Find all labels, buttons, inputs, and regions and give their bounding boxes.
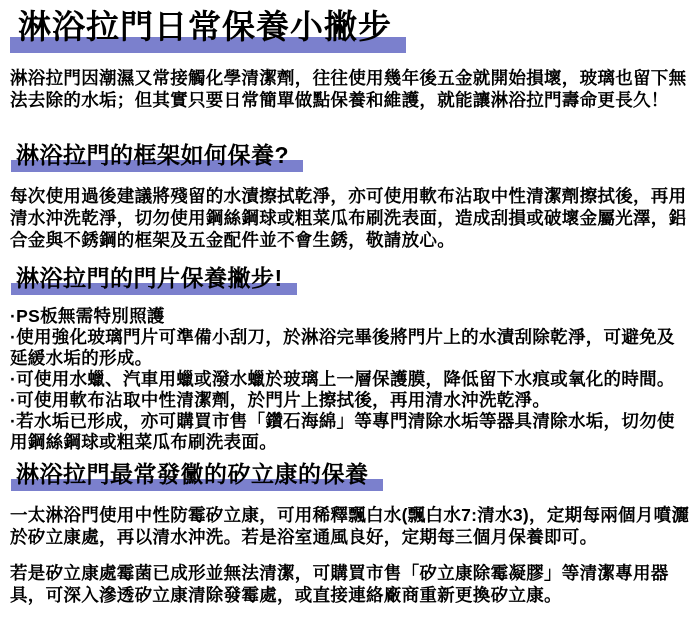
heading-panel-care-wrap (16, 264, 283, 292)
bullet-item (10, 306, 692, 327)
bullet-marker: · (10, 411, 17, 432)
heading-frame-care-text: 淋浴拉門的框架如何保養? (16, 142, 290, 169)
intro-paragraph: 淋浴拉門因潮濕又常接觸化學清潔劑，往往使用幾年後五金就開始損壞，玻璃也留下無法去除的水垢；但其實只要日常簡單做點保養和維護，就能讓淋浴拉門壽命更長久！ (10, 68, 687, 111)
heading-silicone-care-text: 淋浴拉門最常發黴的矽立康的保養 (16, 461, 369, 488)
heading-panel-care-text: 淋浴拉門的門片保養撇步! (16, 265, 283, 292)
bullet-item (10, 369, 692, 390)
silicone-care-paragraph-1: 一太淋浴門使用中性防霉矽立康，可用稀釋飄白水(飄白水7:清水3)，定期每兩個月噴灑於矽立康處，再以清水沖洗。若是浴室通風良好，定期每三個月保養即可。 (10, 505, 690, 548)
bullet-text: 使用強化玻璃門片可準備小刮刀，於淋浴完畢後將門片上的水漬刮除乾淨，可避免及延緩水垢的形成。 (10, 327, 675, 369)
bullet-text: 可使用軟布沾取中性清潔劑，於門片上擦拭後，再用清水沖洗乾淨。 (16, 390, 551, 411)
heading-panel-care (16, 264, 692, 292)
bullet-item (10, 327, 692, 369)
bullet-item (10, 411, 692, 453)
heading-silicone-care-wrap (16, 460, 369, 488)
heading-frame-care-wrap (16, 141, 289, 169)
panel-care-bullet-list (10, 306, 692, 453)
frame-care-paragraph: 每次使用過後建議將殘留的水漬擦拭乾淨，亦可使用軟布沾取中性清潔劑擦拭後，再用清水沖洗乾淨，切勿使用鋼絲鋼球或粗菜瓜布刷洗表面，造成刮損或破壞金屬光澤，鋁合金與不銹鋼的框架及五金配件並不會生銹，敬請放心。 (10, 186, 687, 251)
heading-frame-care (16, 141, 692, 169)
bullet-text: PS板無需特別照護 (16, 306, 165, 327)
heading-silicone-care (16, 460, 692, 488)
bullet-text: 可使用水蠟、汽車用蠟或潑水蠟於玻璃上一層保護膜，降低留下水痕或氧化的時間。 (16, 369, 675, 390)
page-title-wrap (18, 6, 392, 47)
page-title (18, 6, 692, 47)
page-title-text: 淋浴拉門日常保養小撇步 (18, 8, 392, 45)
bullet-text: 若水垢已形成，亦可購買市售「鑽石海綿」等專門清除水垢等器具清除水垢，切勿使用鋼絲鋼球或粗菜瓜布刷洗表面。 (10, 411, 675, 453)
bullet-marker: · (10, 390, 17, 411)
silicone-care-paragraph-2: 若是矽立康處霉菌已成形並無法清潔，可購買市售「矽立康除霉凝膠」等清潔專用器具，可深入滲透矽立康清除發霉處，或直接連絡廠商重新更換矽立康。 (10, 563, 669, 606)
bullet-marker: · (10, 306, 17, 327)
bullet-marker: · (10, 369, 17, 390)
bullet-marker: · (10, 327, 17, 348)
bullet-item (10, 390, 692, 411)
